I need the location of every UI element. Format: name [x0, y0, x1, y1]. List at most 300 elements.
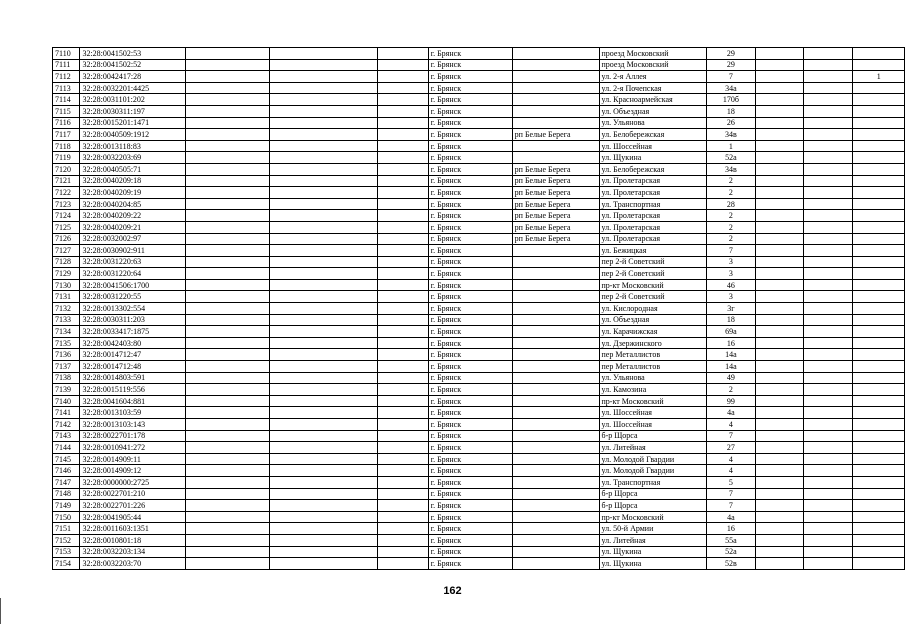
house-number-cell: 4 — [707, 465, 756, 477]
empty-cell — [378, 48, 428, 60]
street-cell: пер 2-й Советский — [599, 291, 707, 303]
empty-cell — [755, 430, 803, 442]
settlement-cell — [512, 361, 599, 373]
settlement-cell — [512, 407, 599, 419]
empty-cell — [270, 430, 378, 442]
settlement-cell — [512, 523, 599, 535]
city-cell: г. Брянск — [428, 291, 512, 303]
table-row — [53, 256, 905, 268]
empty-cell — [185, 59, 269, 71]
empty-cell — [755, 105, 803, 117]
street-cell: ул. Щукина — [599, 558, 707, 570]
empty-cell — [185, 71, 269, 83]
empty-cell — [185, 303, 269, 315]
empty-cell — [185, 314, 269, 326]
row-number-cell: 7133 — [53, 314, 80, 326]
empty-cell — [185, 453, 269, 465]
extra-cell — [853, 140, 905, 152]
row-number-cell: 7147 — [53, 476, 80, 488]
cadastral-number-cell: 32:28:0030311:197 — [80, 105, 185, 117]
empty-cell — [185, 279, 269, 291]
settlement-cell — [512, 395, 599, 407]
empty-cell — [755, 500, 803, 512]
city-cell: г. Брянск — [428, 175, 512, 187]
city-cell: г. Брянск — [428, 129, 512, 141]
house-number-cell: 29 — [707, 59, 756, 71]
row-number-cell: 7144 — [53, 442, 80, 454]
empty-cell — [378, 546, 428, 558]
empty-cell — [804, 337, 853, 349]
house-number-cell: 4 — [707, 419, 756, 431]
cadastral-number-cell: 32:28:0031220:64 — [80, 268, 185, 280]
table-body — [53, 48, 905, 570]
cadastral-number-cell: 32:28:0041502:52 — [80, 59, 185, 71]
empty-cell — [804, 303, 853, 315]
empty-cell — [270, 71, 378, 83]
empty-cell — [185, 187, 269, 199]
settlement-cell — [512, 291, 599, 303]
street-cell: ул. Транспортная — [599, 476, 707, 488]
settlement-cell — [512, 430, 599, 442]
city-cell: г. Брянск — [428, 465, 512, 477]
cadastral-number-cell: 32:28:0013118:83 — [80, 140, 185, 152]
row-number-cell: 7117 — [53, 129, 80, 141]
city-cell: г. Брянск — [428, 221, 512, 233]
house-number-cell: 34а — [707, 82, 756, 94]
settlement-cell: рп Белые Берега — [512, 210, 599, 222]
empty-cell — [378, 523, 428, 535]
row-number-cell: 7128 — [53, 256, 80, 268]
cadastral-number-cell: 32:28:0040209:22 — [80, 210, 185, 222]
empty-cell — [804, 117, 853, 129]
empty-cell — [804, 500, 853, 512]
settlement-cell — [512, 558, 599, 570]
settlement-cell: рп Белые Берега — [512, 198, 599, 210]
extra-cell — [853, 48, 905, 60]
empty-cell — [755, 279, 803, 291]
extra-cell: 1 — [853, 71, 905, 83]
street-cell: ул. Пролетарская — [599, 221, 707, 233]
row-number-cell: 7152 — [53, 534, 80, 546]
cadastral-number-cell: 32:28:0032201:4425 — [80, 82, 185, 94]
house-number-cell: 7 — [707, 245, 756, 257]
row-number-cell: 7135 — [53, 337, 80, 349]
extra-cell — [853, 337, 905, 349]
empty-cell — [270, 349, 378, 361]
city-cell: г. Брянск — [428, 117, 512, 129]
empty-cell — [378, 465, 428, 477]
settlement-cell — [512, 59, 599, 71]
empty-cell — [185, 268, 269, 280]
empty-cell — [185, 233, 269, 245]
empty-cell — [804, 419, 853, 431]
empty-cell — [378, 105, 428, 117]
empty-cell — [755, 163, 803, 175]
cadastral-number-cell: 32:28:0014712:48 — [80, 361, 185, 373]
city-cell: г. Брянск — [428, 105, 512, 117]
settlement-cell — [512, 349, 599, 361]
empty-cell — [270, 82, 378, 94]
extra-cell — [853, 442, 905, 454]
page-number: 162 — [443, 585, 462, 597]
empty-cell — [804, 534, 853, 546]
extra-cell — [853, 407, 905, 419]
empty-cell — [804, 384, 853, 396]
empty-cell — [185, 476, 269, 488]
empty-cell — [804, 314, 853, 326]
empty-cell — [804, 175, 853, 187]
empty-cell — [185, 465, 269, 477]
house-number-cell: 4а — [707, 407, 756, 419]
house-number-cell: 2 — [707, 221, 756, 233]
house-number-cell: 34в — [707, 163, 756, 175]
empty-cell — [378, 419, 428, 431]
house-number-cell: 1 — [707, 140, 756, 152]
empty-cell — [378, 384, 428, 396]
extra-cell — [853, 256, 905, 268]
empty-cell — [378, 291, 428, 303]
city-cell: г. Брянск — [428, 71, 512, 83]
house-number-cell: 170б — [707, 94, 756, 106]
row-number-cell: 7118 — [53, 140, 80, 152]
row-number-cell: 7124 — [53, 210, 80, 222]
city-cell: г. Брянск — [428, 534, 512, 546]
city-cell: г. Брянск — [428, 488, 512, 500]
empty-cell — [755, 94, 803, 106]
city-cell: г. Брянск — [428, 430, 512, 442]
empty-cell — [270, 500, 378, 512]
empty-cell — [185, 558, 269, 570]
empty-cell — [755, 534, 803, 546]
row-number-cell: 7149 — [53, 500, 80, 512]
empty-cell — [270, 395, 378, 407]
table-row — [53, 407, 905, 419]
empty-cell — [378, 233, 428, 245]
extra-cell — [853, 59, 905, 71]
table-row — [53, 442, 905, 454]
empty-cell — [378, 163, 428, 175]
settlement-cell: рп Белые Берега — [512, 221, 599, 233]
row-number-cell: 7111 — [53, 59, 80, 71]
street-cell: б-р Щорса — [599, 430, 707, 442]
table-row — [53, 523, 905, 535]
settlement-cell — [512, 279, 599, 291]
empty-cell — [755, 245, 803, 257]
cadastral-number-cell: 32:28:0032203:70 — [80, 558, 185, 570]
extra-cell — [853, 419, 905, 431]
street-cell: пр-кт Московский — [599, 395, 707, 407]
settlement-cell: рп Белые Берега — [512, 129, 599, 141]
city-cell: г. Брянск — [428, 233, 512, 245]
row-number-cell: 7116 — [53, 117, 80, 129]
house-number-cell: 52а — [707, 152, 756, 164]
empty-cell — [270, 337, 378, 349]
table-row — [53, 152, 905, 164]
table-row — [53, 419, 905, 431]
empty-cell — [378, 326, 428, 338]
house-number-cell: 52в — [707, 558, 756, 570]
city-cell: г. Брянск — [428, 140, 512, 152]
property-register-table — [52, 47, 905, 570]
house-number-cell: 2 — [707, 175, 756, 187]
settlement-cell — [512, 384, 599, 396]
cadastral-number-cell: 32:28:0030311:203 — [80, 314, 185, 326]
house-number-cell: 2 — [707, 233, 756, 245]
empty-cell — [804, 210, 853, 222]
empty-cell — [755, 465, 803, 477]
extra-cell — [853, 187, 905, 199]
table-row — [53, 48, 905, 60]
extra-cell — [853, 453, 905, 465]
empty-cell — [804, 198, 853, 210]
table-row — [53, 558, 905, 570]
extra-cell — [853, 488, 905, 500]
settlement-cell — [512, 256, 599, 268]
cadastral-number-cell: 32:28:0032203:134 — [80, 546, 185, 558]
empty-cell — [185, 82, 269, 94]
cadastral-number-cell: 32:28:0014712:47 — [80, 349, 185, 361]
empty-cell — [185, 384, 269, 396]
cadastral-number-cell: 32:28:0031220:55 — [80, 291, 185, 303]
cadastral-number-cell: 32:28:0033417:1875 — [80, 326, 185, 338]
row-number-cell: 7153 — [53, 546, 80, 558]
table-row — [53, 198, 905, 210]
cadastral-number-cell: 32:28:0041506:1700 — [80, 279, 185, 291]
cadastral-number-cell: 32:28:0040509:1912 — [80, 129, 185, 141]
extra-cell — [853, 384, 905, 396]
cadastral-number-cell: 32:28:0013103:143 — [80, 419, 185, 431]
empty-cell — [185, 430, 269, 442]
city-cell: г. Брянск — [428, 59, 512, 71]
empty-cell — [270, 175, 378, 187]
table-row — [53, 349, 905, 361]
house-number-cell: 69а — [707, 326, 756, 338]
empty-cell — [378, 303, 428, 315]
settlement-cell — [512, 140, 599, 152]
empty-cell — [378, 256, 428, 268]
empty-cell — [270, 361, 378, 373]
house-number-cell: 34в — [707, 129, 756, 141]
empty-cell — [804, 105, 853, 117]
empty-cell — [755, 256, 803, 268]
empty-cell — [804, 476, 853, 488]
street-cell: ул. Камозина — [599, 384, 707, 396]
street-cell: пер 2-й Советский — [599, 268, 707, 280]
empty-cell — [378, 279, 428, 291]
row-number-cell: 7145 — [53, 453, 80, 465]
table-row — [53, 279, 905, 291]
empty-cell — [378, 198, 428, 210]
empty-cell — [270, 245, 378, 257]
cadastral-number-cell: 32:28:0022701:210 — [80, 488, 185, 500]
empty-cell — [185, 163, 269, 175]
empty-cell — [270, 372, 378, 384]
empty-cell — [755, 198, 803, 210]
empty-cell — [270, 558, 378, 570]
extra-cell — [853, 361, 905, 373]
extra-cell — [853, 233, 905, 245]
table-row — [53, 129, 905, 141]
city-cell: г. Брянск — [428, 245, 512, 257]
cadastral-number-cell: 32:28:0041502:53 — [80, 48, 185, 60]
empty-cell — [378, 82, 428, 94]
street-cell: ул. Пролетарская — [599, 175, 707, 187]
empty-cell — [270, 140, 378, 152]
house-number-cell: 14а — [707, 361, 756, 373]
empty-cell — [378, 175, 428, 187]
empty-cell — [378, 430, 428, 442]
empty-cell — [755, 361, 803, 373]
cadastral-number-cell: 32:28:0040209:19 — [80, 187, 185, 199]
house-number-cell: 52а — [707, 546, 756, 558]
empty-cell — [804, 233, 853, 245]
table-row — [53, 430, 905, 442]
empty-cell — [185, 245, 269, 257]
table-row — [53, 395, 905, 407]
empty-cell — [185, 407, 269, 419]
row-number-cell: 7115 — [53, 105, 80, 117]
cadastral-number-cell: 32:28:0010801:18 — [80, 534, 185, 546]
empty-cell — [270, 48, 378, 60]
empty-cell — [804, 152, 853, 164]
city-cell: г. Брянск — [428, 303, 512, 315]
extra-cell — [853, 245, 905, 257]
empty-cell — [804, 129, 853, 141]
table-row — [53, 488, 905, 500]
street-cell: проезд Московский — [599, 59, 707, 71]
empty-cell — [270, 256, 378, 268]
row-number-cell: 7136 — [53, 349, 80, 361]
empty-cell — [185, 337, 269, 349]
empty-cell — [755, 546, 803, 558]
empty-cell — [755, 326, 803, 338]
empty-cell — [755, 268, 803, 280]
row-number-cell: 7130 — [53, 279, 80, 291]
row-number-cell: 7143 — [53, 430, 80, 442]
street-cell: ул. Пролетарская — [599, 233, 707, 245]
empty-cell — [755, 419, 803, 431]
empty-cell — [755, 558, 803, 570]
empty-cell — [185, 546, 269, 558]
cadastral-number-cell: 32:28:0013103:59 — [80, 407, 185, 419]
house-number-cell: 16 — [707, 337, 756, 349]
extra-cell — [853, 117, 905, 129]
table-row — [53, 233, 905, 245]
extra-cell — [853, 395, 905, 407]
empty-cell — [755, 395, 803, 407]
empty-cell — [804, 268, 853, 280]
empty-cell — [270, 453, 378, 465]
empty-cell — [185, 326, 269, 338]
row-number-cell: 7112 — [53, 71, 80, 83]
cadastral-number-cell: 32:28:0014909:11 — [80, 453, 185, 465]
empty-cell — [185, 48, 269, 60]
house-number-cell: 4 — [707, 453, 756, 465]
empty-cell — [804, 442, 853, 454]
empty-cell — [755, 221, 803, 233]
empty-cell — [378, 210, 428, 222]
empty-cell — [755, 511, 803, 523]
empty-cell — [804, 407, 853, 419]
settlement-cell — [512, 511, 599, 523]
table-row — [53, 268, 905, 280]
street-cell: пр-кт Московский — [599, 279, 707, 291]
empty-cell — [270, 59, 378, 71]
empty-cell — [270, 419, 378, 431]
empty-cell — [378, 395, 428, 407]
house-number-cell: 7 — [707, 71, 756, 83]
extra-cell — [853, 198, 905, 210]
empty-cell — [804, 291, 853, 303]
empty-cell — [755, 442, 803, 454]
empty-cell — [804, 82, 853, 94]
street-cell: б-р Щорса — [599, 488, 707, 500]
city-cell: г. Брянск — [428, 94, 512, 106]
empty-cell — [270, 442, 378, 454]
street-cell: ул. Щукина — [599, 152, 707, 164]
empty-cell — [755, 384, 803, 396]
empty-cell — [185, 291, 269, 303]
table-row — [53, 534, 905, 546]
table-row — [53, 291, 905, 303]
empty-cell — [378, 152, 428, 164]
empty-cell — [804, 187, 853, 199]
street-cell: ул. Объездная — [599, 314, 707, 326]
empty-cell — [804, 140, 853, 152]
city-cell: г. Брянск — [428, 511, 512, 523]
empty-cell — [185, 140, 269, 152]
empty-cell — [755, 372, 803, 384]
cadastral-number-cell: 32:28:0013302:554 — [80, 303, 185, 315]
street-cell: ул. Ульянова — [599, 117, 707, 129]
city-cell: г. Брянск — [428, 152, 512, 164]
row-number-cell: 7121 — [53, 175, 80, 187]
row-number-cell: 7119 — [53, 152, 80, 164]
street-cell: ул. Шоссейная — [599, 140, 707, 152]
empty-cell — [378, 187, 428, 199]
settlement-cell — [512, 71, 599, 83]
extra-cell — [853, 476, 905, 488]
empty-cell — [185, 129, 269, 141]
row-number-cell: 7150 — [53, 511, 80, 523]
cadastral-number-cell: 32:28:0031101:202 — [80, 94, 185, 106]
extra-cell — [853, 163, 905, 175]
empty-cell — [270, 546, 378, 558]
city-cell: г. Брянск — [428, 326, 512, 338]
settlement-cell: рп Белые Берега — [512, 187, 599, 199]
empty-cell — [270, 534, 378, 546]
house-number-cell: 55а — [707, 534, 756, 546]
row-number-cell: 7122 — [53, 187, 80, 199]
cadastral-number-cell: 32:28:0015201:1471 — [80, 117, 185, 129]
empty-cell — [378, 129, 428, 141]
empty-cell — [755, 187, 803, 199]
empty-cell — [378, 337, 428, 349]
street-cell: ул. Красноармейская — [599, 94, 707, 106]
street-cell: ул. Объездная — [599, 105, 707, 117]
empty-cell — [804, 453, 853, 465]
empty-cell — [755, 337, 803, 349]
empty-cell — [270, 488, 378, 500]
street-cell: ул. Белобережская — [599, 163, 707, 175]
settlement-cell: рп Белые Берега — [512, 233, 599, 245]
settlement-cell — [512, 152, 599, 164]
city-cell: г. Брянск — [428, 198, 512, 210]
empty-cell — [755, 117, 803, 129]
empty-cell — [185, 221, 269, 233]
empty-cell — [755, 291, 803, 303]
empty-cell — [378, 349, 428, 361]
